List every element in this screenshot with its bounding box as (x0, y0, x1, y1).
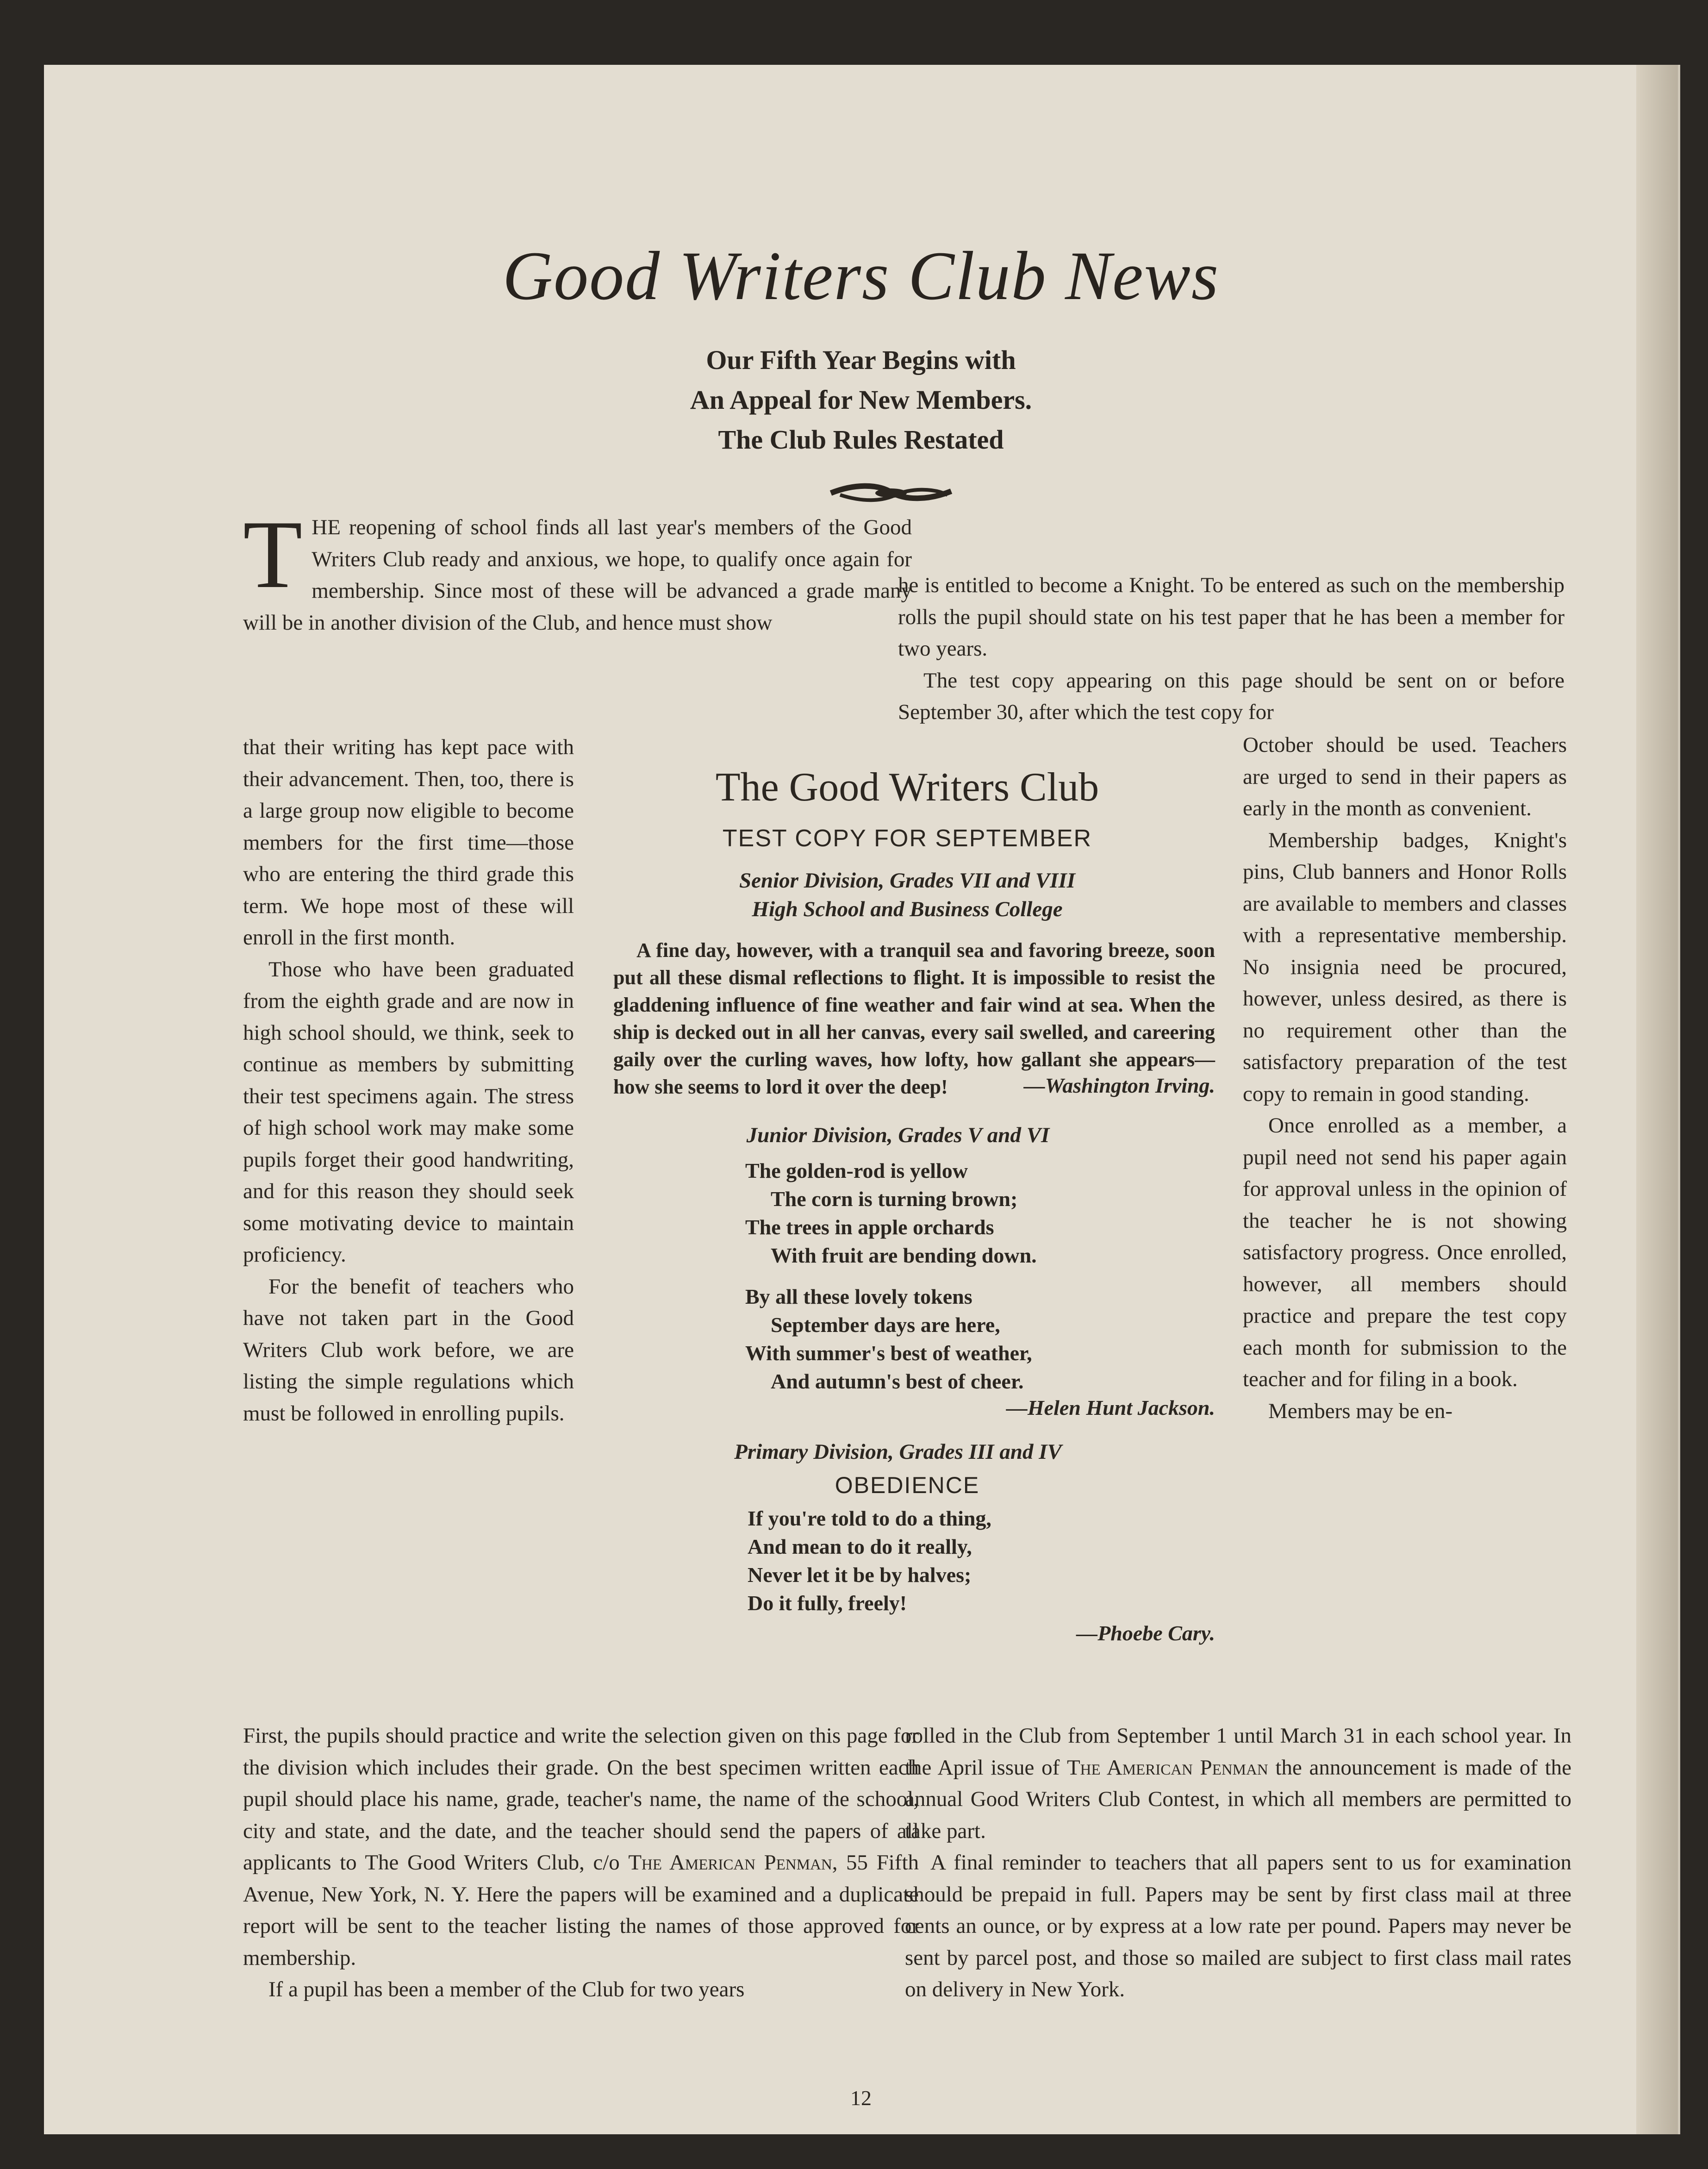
poem-line: With summer's best of weather, (745, 1341, 1032, 1365)
primary-division-label: Primary Division, Grades III and IV (734, 1440, 1062, 1464)
poem-line: Do it fully, freely! (748, 1591, 907, 1615)
test-box-heading: The Good Writers Club (715, 765, 1099, 810)
right-paragraph-deadline: The test copy appearing on this page should be sent on or before September 30, after which the test copy for (898, 668, 1565, 724)
senior-selection-text: A fine day, however, with a tranquil sea and favoring breeze, soon put all these dismal reflections to flight. It is impossible to resist the gladdening influence of fine weather and fair wind at sea. When the ship is decked out in all her canvas, every sail swelled, and careering gaily over the curling waves, how lofty, how gallant she appears—how she seems to lord it over the deep! (613, 939, 1215, 1098)
ornament-divider-icon (826, 475, 956, 512)
primary-poem-title: OBEDIENCE (835, 1472, 980, 1498)
rules-first-paragraph: First, the pupils should practice and write the selection given on this page for the division which includes their grade. On the best specimen written each pupil should place his name, grade, teacher's name, the name of the school, city and state, and the date, and the teacher should send the papers of all applicants to The Good Writers Club, c/o The American Penman, 55 Fifth Avenue, New York, N. Y. Here the papers will be examined and a duplicate report will be sent to the teacher listing the names of those approved for membership. (243, 1724, 919, 1970)
right-paragraph-members-start: Members may be en- (1268, 1399, 1453, 1423)
page-title: Good Writers Club News (502, 238, 1220, 314)
article-subtitle (44, 340, 1678, 460)
left-paragraph-3: For the benefit of teachers who have not taken part in the Good Writers Club work before, we are listing the simple regulations which must be followed in enrolling pupils. (243, 1274, 574, 1425)
left-paragraph-1: that their writing has kept pace with their advancement. Then, too, there is a large group now eligible to become members for the first time—those who are entering the third grade this term. We hope most of these will enroll in the first month. (243, 735, 574, 950)
junior-poem (745, 1156, 1243, 1395)
senior-division-label-2: High School and Business College (752, 897, 1063, 921)
right-narrow-column (1243, 729, 1567, 1427)
lead-paragraph: THE reopening of school finds all last year's members of the Good Writers Club ready and anxious, we hope, to qualify once again for membership. Since most of these will be advanced a grade many will be in another division of the Club, and hence must show (243, 501, 912, 635)
primary-poem (748, 1504, 1243, 1617)
right-paragraph-knight: he is entitled to become a Knight. To be entered as such on the membership rolls the pupil should state on his test paper that he has been a member for two years. (898, 573, 1565, 661)
bottom-right-column (905, 1720, 1571, 2006)
poem-line: September days are here, (771, 1313, 1000, 1337)
test-copy-box (572, 764, 1243, 1645)
subtitle-line-3: The Club Rules Restated (718, 425, 1004, 455)
bottom-left-column (243, 1720, 919, 2006)
right-top-column (898, 569, 1565, 728)
poem-line: If you're told to do a thing, (748, 1506, 991, 1530)
poem-line: By all these lovely tokens (745, 1285, 972, 1308)
page-number: 12 (850, 2086, 872, 2110)
poem-line: The golden-rod is yellow (745, 1159, 968, 1182)
senior-division-label: Senior Division, Grades VII and VIII (739, 869, 1076, 893)
poem-line: The trees in apple orchards (745, 1215, 994, 1239)
enrollment-period-paragraph: rolled in the Club from September 1 until March 31 in each school year. In the April issue of The American Penman the announcement is made of the annual Good Writers Club Contest, in which all members are permitted to take part. (905, 1724, 1571, 1843)
poem-line: Never let it be by halves; (748, 1563, 972, 1587)
poem-line: And autumn's best of cheer. (771, 1369, 1024, 1393)
magazine-page (44, 65, 1680, 2134)
left-paragraph-2: Those who have been graduated from the eighth grade and are now in high school should, we think, seek to continue as members by submitting their test specimens again. The stress of high school work may make some pupils forget their good handwriting, and for this reason they should seek some motivating device to maintain proficiency. (243, 957, 574, 1267)
junior-division-label: Junior Division, Grades V and VI (746, 1123, 1050, 1147)
senior-attribution: —Washington Irving. (1023, 1074, 1215, 1097)
poem-line: The corn is turning brown; (771, 1187, 1018, 1211)
right-paragraph-enrolled: Once enrolled as a member, a pupil need not send his paper again for approval unless in the opinion of the teacher he is not showing satisfactory progress. Once enrolled, however, all members should practice and prepare the test copy each month for submission to the teacher and for filing in a book. (1243, 1113, 1567, 1391)
left-narrow-column (243, 731, 574, 1429)
drop-cap: T (243, 501, 303, 608)
right-paragraph-badges: Membership badges, Knight's pins, Club banners and Honor Rolls are available to members and classes with a representative membership. No insignia need be procured, however, unless desired, as there is no requirement other than the satisfactory preparation of the test copy to remain in good standing. (1243, 828, 1567, 1106)
right-paragraph-october: October should be used. Teachers are urged to send in their papers as early in the month as convenient. (1243, 733, 1567, 820)
test-box-subheading: TEST COPY FOR SEPTEMBER (722, 825, 1092, 852)
final-reminder-paragraph: A final reminder to teachers that all papers sent to us for examination should be prepaid in full. Papers may be sent by first class mail at three cents an ounce, or by express at a low rate per pound. Papers may never be sent by parcel post, and those so mailed are subject to first class mail rates on delivery in New York. (905, 1850, 1571, 2001)
subtitle-line-2: An Appeal for New Members. (690, 385, 1032, 415)
rules-second-paragraph: If a pupil has been a member of the Club for two years (268, 1977, 745, 2001)
lead-paragraph-block (243, 501, 912, 638)
subtitle-line-1: Our Fifth Year Begins with (706, 345, 1016, 375)
poem-line: And mean to do it really, (748, 1535, 972, 1558)
primary-attribution: —Phoebe Cary. (1076, 1621, 1215, 1645)
junior-attribution: —Helen Hunt Jackson. (1006, 1396, 1215, 1419)
poem-line: With fruit are bending down. (771, 1244, 1037, 1267)
